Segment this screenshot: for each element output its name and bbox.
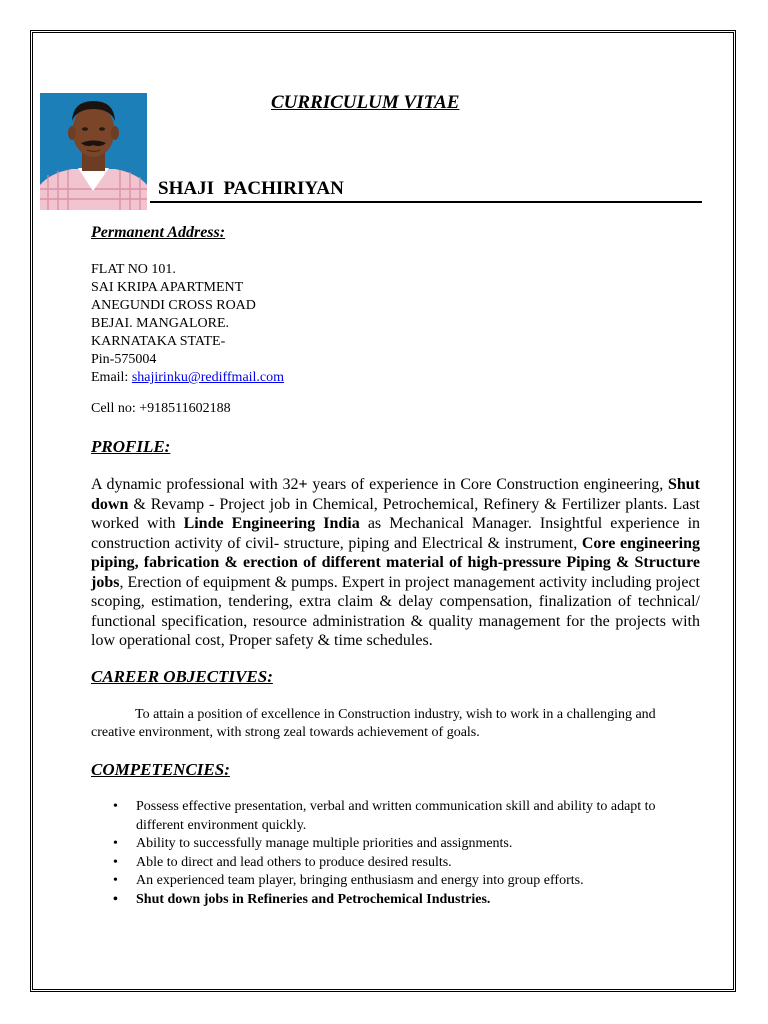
list-item <box>91 835 703 854</box>
email-label: Email: <box>91 370 132 385</box>
profile-paragraph <box>91 475 700 651</box>
address-line: ANEGUNDI CROSS ROAD <box>91 298 256 313</box>
profile-text: A dynamic professional with 32 <box>91 476 299 493</box>
bullet-icon: • <box>113 854 118 870</box>
profile-text-bold: Core engineering piping, fabrication & erection of different material of high-pressure Piping & Structure jobs <box>91 534 700 591</box>
competency-text: Possess effective presentation, verbal and written communication skill and ability to adapt to different environment quickly. <box>136 799 656 833</box>
name-underline <box>150 201 702 203</box>
address-line: FLAT NO 101. <box>91 262 176 277</box>
bullet-icon: • <box>113 891 118 907</box>
profile-text: , Erection of equipment & pumps. Expert in project management activity including project scoping, estimation, tendering, extra claim & delay compensation, finalization of technical/ functional specification, resource administration & quality management for the projects with low operational cost, Proper safety & time schedules. <box>91 573 700 649</box>
profile-text: & Revamp - Project job in Chemical, Petrochemical, Refinery & Fertilizer plants. Last worked with <box>91 495 700 532</box>
competency-text: Able to direct and lead others to produce desired results. <box>136 854 452 870</box>
competency-text: Ability to successfully manage multiple priorities and assignments. <box>136 836 513 851</box>
bullet-icon: • <box>113 836 118 851</box>
competency-text: An experienced team player, bringing enthusiasm and energy into group efforts. <box>136 873 584 888</box>
list-item <box>91 798 703 835</box>
candidate-name: SHAJI PACHIRIYAN <box>158 178 344 199</box>
bullet-icon: • <box>113 799 118 814</box>
competencies-heading: COMPETENCIES: <box>91 760 230 779</box>
profile-photo <box>40 93 147 210</box>
profile-text-bold: + <box>298 476 308 493</box>
profile-text-bold: Shut down <box>91 476 700 513</box>
profile-heading: PROFILE: <box>91 437 171 456</box>
list-item <box>91 872 703 891</box>
address-block <box>91 261 284 387</box>
career-objectives-heading: CAREER OBJECTIVES: <box>91 667 273 686</box>
address-line: KARNATAKA STATE- <box>91 334 226 349</box>
address-line: Pin-575004 <box>91 352 157 367</box>
document-title: CURRICULUM VITAE <box>271 92 460 113</box>
profile-text: as Mechanical Manager. Insightful experience in construction activity of civil- structure, piping and Electrical & instrument, <box>91 515 701 552</box>
career-objectives-text: To attain a position of excellence in Construction industry, wish to work in a challenging and creative environment, with strong zeal towards achievement of goals. <box>91 707 656 740</box>
list-item <box>91 854 703 873</box>
list-item <box>91 891 703 910</box>
permanent-address-heading: Permanent Address: <box>91 224 226 241</box>
email-line <box>91 369 284 387</box>
cell-number: Cell no: +918511602188 <box>91 401 231 416</box>
profile-text: years of experience in Core Construction engineering, <box>307 476 668 493</box>
email-link[interactable]: shajirinku@rediffmail.com <box>131 370 285 385</box>
bullet-icon: • <box>113 873 118 888</box>
competency-text: Shut down jobs in Refineries and Petrochemical Industries. <box>136 891 491 907</box>
profile-text-bold: Linde Engineering India <box>183 515 360 532</box>
address-line: BEJAI. MANGALORE. <box>91 316 230 331</box>
address-line: SAI KRIPA APARTMENT <box>91 280 244 295</box>
competencies-list <box>91 798 703 909</box>
